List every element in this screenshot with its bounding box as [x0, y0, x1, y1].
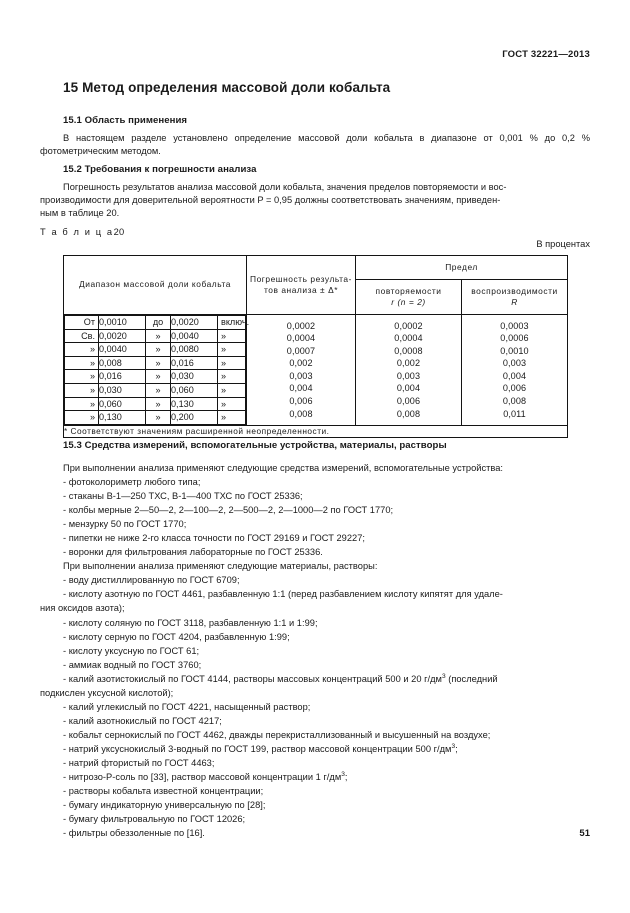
cell-repeatability-value: 0,0002 [394, 320, 423, 331]
list-item: - воронки для фильтрования лабораторные по ГОСТ 25336. [63, 547, 323, 558]
range-inclusive: » [218, 356, 246, 370]
list-item: - кислоту уксусную по ГОСТ 61; [63, 645, 200, 656]
potassium-nitrite-superscript: 3 [441, 672, 446, 680]
range-row [65, 329, 246, 343]
sodium-acetate-text-post: ; [455, 743, 458, 754]
cell-reproducibility-value: 0,0003 [500, 320, 529, 331]
range-inclusive: » [218, 343, 246, 357]
page-content [40, 0, 590, 913]
cell-reproducibility-value: 0,011 [503, 408, 526, 419]
range-to: до [146, 316, 171, 330]
range-from: » [65, 397, 99, 411]
cell-error-value: 0,004 [289, 383, 313, 394]
paragraph-15-2 [40, 181, 590, 221]
col-header-repeatability-line-1: повторяемости [375, 285, 442, 296]
list-item: - колбы мерные 2—50—2, 2—100—2, 2—500—2, 2—1000—2 по ГОСТ 1770; [63, 505, 394, 516]
col-header-error-line-1: Погрешность результа- [250, 273, 352, 284]
table-row [64, 315, 568, 426]
running-head: ГОСТ 32221—2013 [502, 49, 590, 60]
nitroso-text-pre: - нитрозо-Р-соль по [33], раствор массовой концентрации 1 г/дм [63, 772, 342, 783]
list-item-potassium-nitrite-line-1 [40, 672, 590, 686]
paragraph-15-2-line-3: ным в таблице 20. [40, 208, 120, 219]
range-row [65, 411, 246, 425]
cell-error-value: 0,0004 [286, 333, 316, 344]
heading-15-1: 15.1 Область применения [63, 115, 188, 126]
cell-reproducibility-value: 0,003 [502, 358, 527, 369]
col-header-range: Диапазон массовой доли кобальта [64, 256, 247, 315]
range-value-1: 0,0020 [99, 329, 146, 343]
table-caption-label: Т а б л и ц а [40, 227, 114, 237]
list-item: - мензурку 50 по ГОСТ 1770; [63, 519, 187, 530]
list-item-sodium-acetate [40, 742, 590, 756]
table-body [64, 315, 568, 438]
range-value-2: 0,060 [171, 383, 218, 397]
cell-reproducibility-column [462, 315, 568, 426]
list-item: - фильтры обеззоленные по [16]. [63, 828, 205, 839]
paragraph-15-2-line-1: Погрешность результатов анализа массовой доли кобальта, значения пределов повторяемости и вос- [63, 182, 507, 192]
range-from: » [65, 343, 99, 357]
cell-error-value: 0,008 [289, 408, 313, 419]
col-header-repeatability [356, 280, 462, 315]
range-row [65, 316, 246, 330]
table-units-note: В процентах [536, 239, 590, 249]
cell-repeatability-value: 0,008 [396, 408, 421, 419]
list-item-potassium-nitrite-line-2: подкислен уксусной кислотой); [40, 687, 174, 698]
list-item: - натрий фтористый по ГОСТ 4463; [63, 757, 215, 768]
sodium-acetate-text-pre: - натрий уксуснокислый 3-водный по ГОСТ 199, раствор массовой концентрации 500 г/дм [63, 743, 452, 754]
cell-reproducibility-value: 0,008 [502, 396, 527, 407]
cell-error-value: 0,0002 [286, 320, 316, 331]
cell-repeatability-value: 0,004 [396, 383, 421, 394]
cell-repeatability-value: 0,003 [396, 370, 421, 381]
range-row [65, 343, 246, 357]
cell-range-column [64, 315, 250, 426]
list-item: - фотоколориметр любого типа; [63, 477, 201, 488]
cell-repeatability-value: 0,0004 [394, 333, 423, 344]
list-item: - калий углекислый по ГОСТ 4221, насыщенный раствор; [63, 701, 311, 712]
table-head [64, 256, 568, 315]
cell-error-value: 0,006 [289, 396, 313, 407]
col-header-reproducibility [462, 280, 568, 315]
heading-15-2: 15.2 Требования к погрешности анализа [63, 164, 257, 175]
cell-error-value: 0,002 [289, 358, 313, 369]
range-value-2: 0,0080 [171, 343, 218, 357]
table-footnote-row [64, 425, 568, 437]
range-value-2: 0,0040 [171, 329, 218, 343]
page-number: 51 [579, 828, 590, 839]
range-value-1: 0,030 [99, 383, 146, 397]
nitroso-text-post: ; [344, 772, 348, 783]
list-intro-instruments: При выполнении анализа применяют следующие средства измерений, вспомогательные устройства: [63, 463, 503, 473]
cell-reproducibility-value: 0,004 [502, 370, 527, 381]
cell-reproducibility-value: 0,0010 [500, 345, 529, 356]
range-from: От [65, 316, 99, 330]
list-item: - кобальт сернокислый по ГОСТ 4462, дважды перекристаллизованный и высушенный на воздухе; [63, 729, 491, 740]
table-20 [63, 255, 568, 438]
cell-repeatability-value: 0,002 [396, 358, 421, 369]
table-caption-number: 20 [113, 227, 125, 237]
range-from: » [65, 383, 99, 397]
range-inclusive: » [218, 329, 246, 343]
table-header-row-1 [64, 256, 568, 280]
range-from: » [65, 356, 99, 370]
range-value-2: 0,130 [171, 397, 218, 411]
list-item: - пипетки не ниже 2-го класса точности по ГОСТ 29169 и ГОСТ 29227; [63, 533, 365, 544]
table-caption [40, 227, 124, 237]
potassium-nitrite-text-pre: - калий азотистокислый по ГОСТ 4144, растворы массовых концентраций 500 и 20 г/дм [63, 673, 442, 684]
cell-repeatability-value: 0,006 [396, 396, 421, 407]
range-value-1: 0,060 [99, 397, 146, 411]
range-from: » [65, 411, 99, 425]
range-inclusive: » [218, 370, 246, 384]
list-item: - растворы кобальта известной концентрации; [63, 786, 264, 797]
range-value-2: 0,016 [171, 356, 218, 370]
paragraph-15-2-line-2: производимости для доверительной вероятности P = 0,95 должны соответствовать значениям, приведен- [40, 195, 501, 206]
range-inclusive: включ. [218, 316, 246, 330]
range-to: » [146, 383, 171, 397]
paragraph-15-1-text: В настоящем разделе установлено определение массовой доли кобальта в диапазоне от 0,001 % до 0,2 % фотометрическим методом. [40, 133, 590, 157]
table-footnote: * Соответствуют значениям расширенной неопределенности. [64, 425, 568, 437]
range-row [65, 370, 246, 384]
cell-reproducibility-value: 0,0006 [500, 333, 529, 344]
range-value-1: 0,0010 [99, 316, 146, 330]
range-to: » [146, 411, 171, 425]
list-item: - кислоту соляную по ГОСТ 3118, разбавленную 1:1 и 1:99; [63, 617, 318, 628]
col-header-repeatability-line-2: r (n = 2) [391, 297, 426, 307]
range-from: » [65, 370, 99, 384]
cell-repeatability-value: 0,0008 [394, 345, 423, 356]
list-item-nitroso [40, 770, 590, 784]
range-row [65, 356, 246, 370]
range-to: » [146, 356, 171, 370]
range-value-1: 0,130 [99, 411, 146, 425]
col-header-reproducibility-line-2: R [511, 297, 518, 307]
col-header-reproducibility-line-1: воспроизводимости [471, 285, 558, 296]
cell-reproducibility-value: 0,006 [502, 383, 527, 394]
sodium-acetate-superscript: 3 [451, 742, 456, 750]
list-item: - воду дистиллированную по ГОСТ 6709; [63, 575, 240, 586]
list-item-nitric-acid-line-1: - кислоту азотную по ГОСТ 4461, разбавленную 1:1 (перед разбавлением кислоту кипятят для удале- [63, 589, 503, 600]
paragraph-15-1 [40, 132, 590, 158]
range-inclusive: » [218, 397, 246, 411]
cell-error-value: 0,003 [289, 370, 313, 381]
heading-15-3: 15.3 Средства измерений, вспомогательные устройства, материалы, растворы [63, 440, 447, 451]
list-item: - кислоту серную по ГОСТ 4204, разбавленную 1:99; [63, 631, 290, 642]
range-to: » [146, 370, 171, 384]
cell-error-value: 0,0007 [286, 345, 316, 356]
range-row [65, 383, 246, 397]
table-20-wrapper [63, 255, 567, 438]
range-row [65, 397, 246, 411]
range-to: » [146, 343, 171, 357]
range-value-2: 0,0020 [171, 316, 218, 330]
page-title: 15 Метод определения массовой доли кобальта [63, 80, 391, 95]
range-value-2: 0,200 [171, 411, 218, 425]
col-header-error [247, 256, 356, 315]
list-item: - стаканы В-1—250 ТХС, В-1—400 ТХС по ГОСТ 25336; [63, 491, 303, 502]
range-inclusive: » [218, 383, 246, 397]
range-to: » [146, 329, 171, 343]
range-value-1: 0,016 [99, 370, 146, 384]
range-from: Св. [65, 329, 99, 343]
potassium-nitrite-text-post: (последний [445, 673, 498, 684]
list-item-nitric-acid-line-2: ния оксидов азота); [40, 603, 125, 614]
cell-error-column [247, 315, 356, 426]
col-header-limit: Предел [356, 256, 568, 280]
range-inclusive: » [218, 411, 246, 425]
range-value-2: 0,030 [171, 370, 218, 384]
list-intro-materials: При выполнении анализа применяют следующие материалы, растворы: [63, 561, 378, 572]
list-item: - аммиак водный по ГОСТ 3760; [63, 659, 202, 670]
list-15-3 [40, 461, 590, 840]
range-value-1: 0,0040 [99, 343, 146, 357]
range-to: » [146, 397, 171, 411]
list-item: - бумагу фильтровальную по ГОСТ 12026; [63, 814, 246, 825]
list-item: - калий азотнокислый по ГОСТ 4217; [63, 715, 222, 726]
range-grid [64, 315, 250, 425]
list-item: - бумагу индикаторную универсальную по [28]; [63, 800, 266, 811]
range-value-1: 0,008 [99, 356, 146, 370]
cell-repeatability-column [356, 315, 462, 426]
col-header-error-line-2: тов анализа ± Δ* [263, 285, 339, 295]
nitroso-superscript: 3 [341, 770, 345, 778]
